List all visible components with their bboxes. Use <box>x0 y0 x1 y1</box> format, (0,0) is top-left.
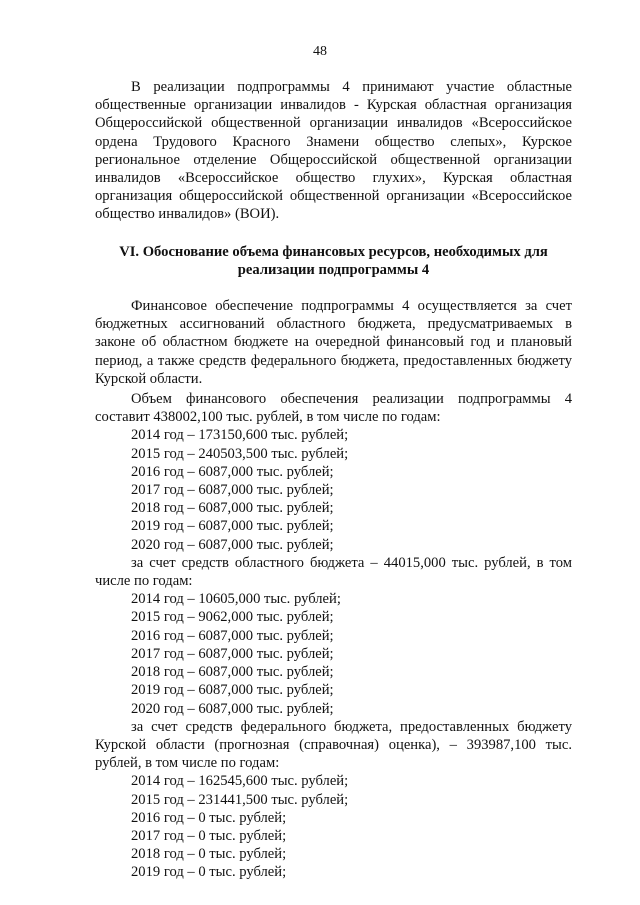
list-item: 2019 год – 6087,000 тыс. рублей; <box>131 518 334 535</box>
list-item: 2014 год – 162545,600 тыс. рублей; <box>131 773 349 790</box>
list-item: 2014 год – 10605,000 тыс. рублей; <box>131 591 341 608</box>
list-item: 2018 год – 6087,000 тыс. рублей; <box>131 664 334 681</box>
federal-paragraph: за счет средств федерального бюджета, предоставленных бюджету Курской области (прогнозная (справочная) оценка), – 393987,100 тыс. рублей, в том числе по годам: <box>95 718 572 772</box>
intro-paragraph: В реализации подпрограммы 4 принимают участие областные общественные организации инвалидов - Курская областная организация Общероссийской общественной организации инвалидов «Всероссийское ордена Трудового Красного Знамени общество слепых», Курское региональное отделение Общероссийской общественной организации инвалидов «Всероссийское общество глухих», Курская областная организация общероссийской общественной организации «Всероссийское общество инвалидов» (ВОИ). <box>95 79 572 223</box>
federal-by-year-list <box>95 772 572 881</box>
list-item: 2017 год – 6087,000 тыс. рублей; <box>131 645 334 662</box>
list-item: 2016 год – 6087,000 тыс. рублей; <box>131 627 334 644</box>
list-item: 2014 год – 173150,600 тыс. рублей; <box>131 427 349 444</box>
list-item: 2017 год – 6087,000 тыс. рублей; <box>131 482 334 499</box>
list-item: 2016 год – 0 тыс. рублей; <box>131 809 287 826</box>
financing-paragraph: Финансовое обеспечение подпрограммы 4 осуществляется за счет бюджетных ассигнований областного бюджета, предусматриваемых в законе об областном бюджете на очередной финансовый год и плановый период, а также средств федерального бюджета, предоставленных бюджету Курской области. <box>95 298 572 387</box>
section-heading-line-2: реализации подпрограммы 4 <box>237 261 430 278</box>
list-item: 2020 год – 6087,000 тыс. рублей; <box>131 536 334 553</box>
page-content <box>95 78 572 882</box>
regional-paragraph: за счет средств областного бюджета – 44015,000 тыс. рублей, в том числе по годам: <box>95 554 572 590</box>
section-heading-line-1: VI. Обоснование объема финансовых ресурсов, необходимых для <box>119 243 548 260</box>
total-paragraph: Объем финансового обеспечения реализации подпрограммы 4 составит 438002,100 тыс. рублей, в том числе по годам: <box>95 391 572 426</box>
section-heading <box>95 243 572 279</box>
total-by-year-list <box>95 426 572 553</box>
regional-by-year-list <box>95 590 572 717</box>
list-item: 2020 год – 6087,000 тыс. рублей; <box>131 700 334 717</box>
list-item: 2015 год – 240503,500 тыс. рублей; <box>131 445 349 462</box>
list-item: 2017 год – 0 тыс. рублей; <box>131 827 287 844</box>
page-number: 48 <box>313 44 327 59</box>
list-item: 2015 год – 9062,000 тыс. рублей; <box>131 609 334 626</box>
list-item: 2016 год – 6087,000 тыс. рублей; <box>131 463 334 480</box>
list-item: 2019 год – 0 тыс. рублей; <box>131 864 287 881</box>
list-item: 2019 год – 6087,000 тыс. рублей; <box>131 682 334 699</box>
list-item: 2015 год – 231441,500 тыс. рублей; <box>131 791 349 808</box>
list-item: 2018 год – 0 тыс. рублей; <box>131 846 287 863</box>
list-item: 2018 год – 6087,000 тыс. рублей; <box>131 500 334 517</box>
